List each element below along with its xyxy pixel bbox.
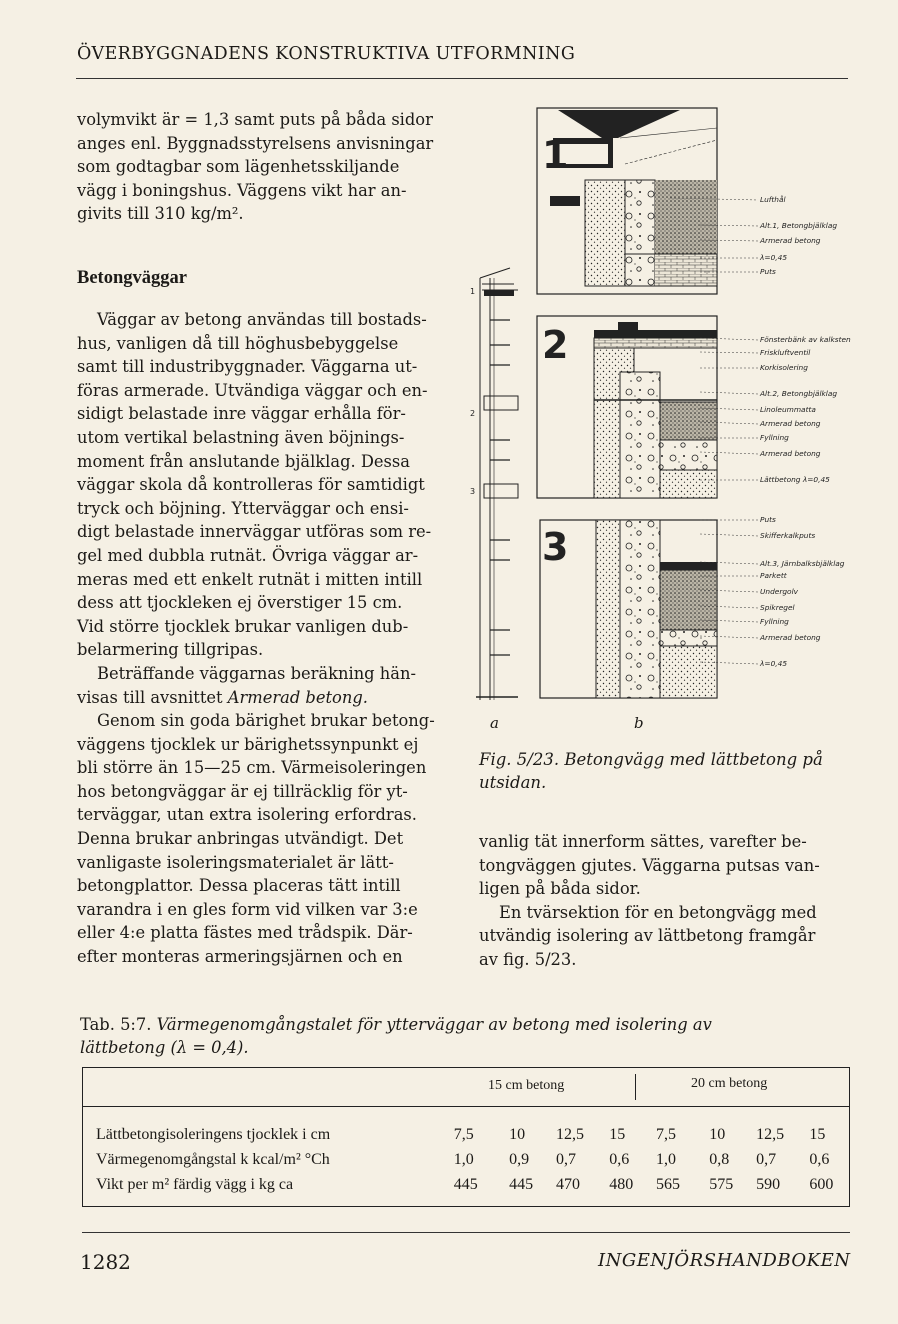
table-group-header-15: 15 cm betong [488, 1078, 565, 1093]
annotation: Spikregel [760, 603, 795, 612]
annotation: Undergolv [760, 587, 799, 596]
text-line: som godtagbar som lägenhetsskiljande [77, 157, 400, 177]
table-cell: 15 [809, 1125, 826, 1143]
annotation: Alt.1, Betongbjälklag [760, 221, 838, 230]
annotation: Friskluftventil [760, 348, 811, 357]
table-group-divider [635, 1074, 636, 1100]
section-number-3: 3 [542, 525, 569, 569]
text-line: utvändig isolering av lättbetong framgår [479, 926, 816, 946]
text-line: Genom sin goda bärighet brukar betong- [97, 711, 435, 731]
table-cell: 480 [609, 1175, 634, 1193]
figure-caption-text-2: utsidan. [479, 773, 547, 792]
annotation: Puts [760, 267, 776, 276]
text-line: anges enl. Byggnadsstyrelsens anvisningar [77, 133, 434, 153]
figure-wall-sections [470, 100, 870, 740]
annotation: Lättbetong λ=0,45 [760, 475, 830, 484]
figure-label-b: b [634, 714, 644, 732]
table-cell: 575 [709, 1175, 734, 1193]
text-line: väggens tjocklek ur bärighetssynpunkt ej [77, 734, 419, 754]
text-line: hos betongväggar är ej tillräcklig för yt- [77, 781, 408, 801]
annotation: Linoleummatta [760, 405, 816, 414]
row-label: Lättbetongisoleringens tjocklek i cm [96, 1125, 331, 1143]
text-line: föras armerade. Utvändiga väggar och en- [77, 380, 428, 400]
text-line: volymvikt är = 1,3 samt puts på båda sidor [77, 110, 433, 129]
text-line: varandra i en gles form vid vilken var 3:e [77, 899, 418, 919]
table-row [95, 1147, 851, 1172]
annotation: Armerad betong [760, 236, 821, 245]
text-line: betongplattor. Dessa placeras tätt intill [77, 876, 401, 896]
page-number: 1282 [80, 1250, 131, 1274]
table-row [95, 1172, 851, 1197]
annotation: Armerad betong [760, 449, 821, 458]
text-line: efter monteras armeringsjärnen och en [77, 947, 403, 967]
annotation: Fyllning [760, 617, 789, 626]
annotation: Lufthål [760, 195, 786, 204]
table-header-rule [83, 1106, 849, 1107]
text-line: Vid större tjocklek brukar vanligen dub- [77, 616, 409, 636]
table-cell: 1,0 [656, 1150, 677, 1168]
text-line: En tvärsektion för en betongvägg med [499, 902, 817, 922]
text-line: digt belastade innerväggar utföras som re- [77, 522, 432, 542]
text-line: moment från anslutande bjälklag. Dessa [77, 451, 410, 471]
side-mark-3: 3 [470, 487, 476, 496]
right-column-body [479, 830, 851, 972]
footer-rule [82, 1232, 850, 1233]
text-line: hus, vanligen då till höghusbebyggelse [77, 333, 399, 353]
book-title: INGENJÖRSHANDBOKEN [598, 1250, 851, 1271]
table-cell: 445 [453, 1175, 478, 1193]
text-line: bli större än 15—25 cm. Värmeisoleringen [77, 758, 427, 778]
left-column-intro [77, 108, 446, 226]
table-cell: 590 [756, 1175, 781, 1193]
table-row [95, 1122, 851, 1147]
annotation: Korkisolering [760, 363, 808, 372]
table-title-2: lättbetong (λ = 0,4). [80, 1038, 249, 1057]
table-cell: 0,6 [609, 1150, 630, 1168]
annotation: λ=0,45 [760, 253, 788, 262]
text-line: vägg i boningshus. Väggens vikt har an- [77, 180, 407, 200]
text-line: Denna brukar anbringas utvändigt. Det [77, 829, 404, 849]
section-heading: Betongväggar [77, 268, 187, 288]
cross-reference: Armerad betong. [227, 687, 368, 707]
annotation: Alt.3, Järnbalksbjälklag [760, 559, 845, 568]
text-line: Väggar av betong användas till bostads- [97, 310, 427, 329]
text-line: dess att tjockleken ej överstiger 15 cm. [77, 593, 403, 613]
table-cell: 600 [809, 1175, 834, 1193]
table-label: Tab. 5:7. [80, 1015, 152, 1034]
text-line: ligen på båda sidor. [479, 879, 641, 899]
text-line: vanligaste isoleringsmaterialet är lätt- [77, 852, 394, 872]
table-cell: 0,9 [509, 1150, 530, 1168]
text-span: visas till avsnittet [77, 687, 228, 707]
annotation: Skifferkalkputs [760, 531, 816, 540]
text-line: tryck och böjning. Ytterväggar och ensi- [77, 498, 409, 518]
text-line: vanlig tät innerform sättes, varefter be- [479, 832, 807, 851]
data-table [82, 1067, 850, 1207]
table-cell: 565 [656, 1175, 681, 1193]
text-line: väggar skola då kontrolleras för samtidigt [77, 475, 425, 495]
figure-label-a: a [490, 714, 499, 732]
table-cell: 1,0 [453, 1150, 474, 1168]
table-body [95, 1122, 851, 1197]
annotation: Puts [760, 515, 776, 524]
text-line: eller 4:e platta fästes med trådspik. Där- [77, 923, 413, 943]
header-rule [76, 78, 848, 79]
table-cell: 7,5 [453, 1125, 474, 1143]
figure-caption-text: Betongvägg med lättbetong på [564, 750, 823, 769]
text-line: tongväggen gjutes. Väggarna putsas van- [479, 855, 820, 875]
left-column-body [77, 308, 446, 969]
text-line: samt till industribyggnader. Väggarna ut- [77, 357, 418, 377]
table-cell: 0,8 [709, 1150, 730, 1168]
table-cell: 10 [509, 1125, 526, 1143]
text-line: sidigt belastade inre väggar erhålla för- [77, 404, 406, 424]
table-cell: 10 [709, 1125, 726, 1143]
side-mark-2: 2 [470, 409, 476, 418]
text-line: utom vertikal belastning även böjnings- [77, 427, 405, 447]
table-cell: 0,7 [555, 1150, 576, 1168]
text-line: terväggar, utan extra isolering erfordras. [77, 805, 417, 825]
annotation: Alt.2, Betongbjälklag [760, 389, 838, 398]
annotation: Armerad betong [760, 419, 821, 428]
text-line: gel med dubbla rutnät. Övriga väggar ar- [77, 545, 419, 565]
figure-caption [479, 748, 851, 794]
elevation-a [476, 268, 518, 700]
section-number-1: 1 [542, 133, 569, 177]
annotation: Fyllning [760, 433, 789, 442]
text-line [77, 686, 446, 710]
table-caption [80, 1013, 850, 1059]
row-label: Värmegenomgångstal k kcal/m² °Ch [96, 1150, 330, 1168]
table-cell: 12,5 [756, 1125, 785, 1143]
section-number-2: 2 [542, 323, 569, 367]
text-line: av fig. 5/23. [479, 949, 577, 969]
row-label: Vikt per m² färdig vägg i kg ca [96, 1175, 294, 1193]
table-cell: 0,7 [756, 1150, 777, 1168]
table-group-header-20: 20 cm betong [691, 1076, 768, 1091]
table-cell: 12,5 [555, 1125, 584, 1143]
text-line: givits till 310 kg/m². [77, 204, 244, 224]
table-cell: 7,5 [656, 1125, 677, 1143]
figure-caption-number: Fig. 5/23. [479, 750, 560, 769]
table-cell: 470 [555, 1175, 580, 1193]
text-line: meras med ett enkelt rutnät i mitten intill [77, 569, 423, 589]
side-mark-1: 1 [470, 287, 476, 296]
table-cell: 445 [509, 1175, 534, 1193]
table-title: Värmegenomgångstalet för ytterväggar av betong med isolering av [156, 1015, 712, 1034]
text-line: belarmering tillgripas. [77, 640, 264, 660]
table-cell: 0,6 [809, 1150, 830, 1168]
table-cell: 15 [609, 1125, 626, 1143]
annotation: Fönsterbänk av kalksten [760, 335, 851, 344]
annotation: λ=0,45 [760, 659, 788, 668]
annotation: Armerad betong [760, 633, 821, 642]
running-title: ÖVERBYGGNADENS KONSTRUKTIVA UTFORMNING [77, 44, 576, 64]
annotation: Parkett [760, 571, 787, 580]
text-line: Beträffande väggarnas beräkning hän- [97, 663, 416, 683]
